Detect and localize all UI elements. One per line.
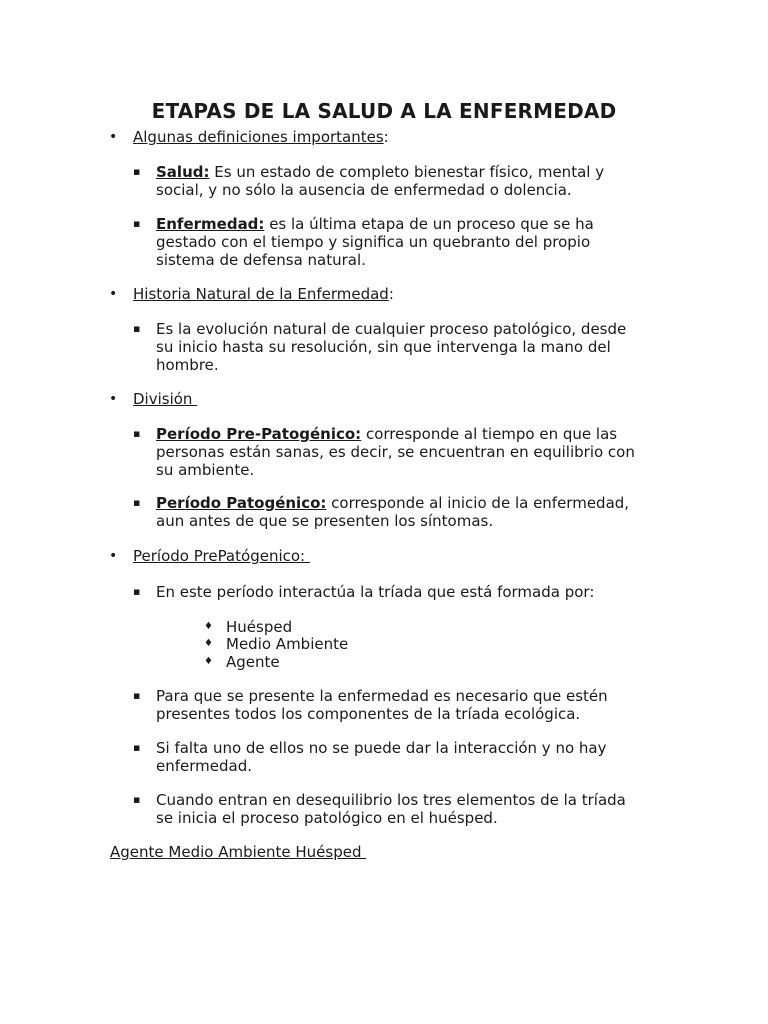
list-item-patogenico (133, 494, 656, 530)
section-heading: División (133, 390, 198, 408)
list-item-historia (109, 285, 733, 303)
square-bullet-icon: ▪ (133, 217, 141, 230)
triada-item: Agente (226, 653, 280, 671)
bullet-icon: • (109, 286, 118, 302)
list-item-huesped (204, 618, 626, 636)
term-salud: Salud: (156, 163, 210, 181)
list-item-division (109, 390, 733, 408)
term-pre-patogenico: Período Pre-Patogénico: (156, 425, 362, 443)
square-bullet-icon: ▪ (133, 322, 141, 335)
diamond-bullet-icon: ♦ (204, 638, 213, 649)
list-item-pre-patogenico (133, 425, 656, 479)
enfermedad-line-3: sistema de defensa natural. (156, 251, 366, 269)
square-bullet-icon: ▪ (133, 689, 141, 702)
square-bullet-icon: ▪ (133, 496, 141, 509)
pre-text: corresponde al tiempo en que las (361, 425, 618, 443)
bullet-icon: • (109, 548, 118, 564)
enfermedad-line-2: gestado con el tiempo y significa un quebranto del propio (156, 233, 591, 251)
historia-line-3: hombre. (156, 356, 219, 374)
historia-line-1: Es la evolución natural de cualquier proceso patológico, desde (156, 320, 627, 338)
bullet-icon: • (109, 391, 118, 407)
p3-line-1: Cuando entran en desequilibrio los tres elementos de la tríada (156, 791, 626, 809)
salud-line-1 (156, 163, 656, 181)
list-item-prepatogenico (109, 547, 733, 565)
list-item-p1 (133, 687, 656, 723)
section-heading: Historia Natural de la Enfermedad (133, 285, 389, 303)
square-bullet-icon: ▪ (133, 585, 141, 598)
pre-line-1 (156, 425, 656, 443)
pat-line-2: aun antes de que se presenten los síntomas. (156, 512, 494, 530)
p2-line-2: enfermedad. (156, 757, 252, 775)
term-enfermedad: Enfermedad: (156, 215, 265, 233)
square-bullet-icon: ▪ (133, 741, 141, 754)
salud-line-2: social, y no sólo la ausencia de enfermedad o dolencia. (156, 181, 572, 199)
list-item-medio-ambiente (204, 635, 626, 653)
section-heading: Período PrePatógenico: (133, 547, 310, 565)
list-item-enfermedad (133, 215, 656, 269)
list-item-p2 (133, 739, 656, 775)
pre-line-3: su ambiente. (156, 461, 255, 479)
triada-intro-text: En este período interactúa la tríada que está formada por: (156, 583, 595, 601)
list-item-p3 (133, 791, 656, 827)
square-bullet-icon: ▪ (133, 165, 141, 178)
list-item-triada-intro (133, 583, 656, 601)
historia-line-2: su inicio hasta su resolución, sin que intervenga la mano del (156, 338, 611, 356)
pat-text: corresponde al inicio de la enfermedad, (326, 494, 630, 512)
pat-line-1 (156, 494, 656, 512)
p1-line-2: presentes todos los componentes de la tríada ecológica. (156, 705, 581, 723)
heading-suffix: : (388, 285, 394, 303)
enfermedad-text: es la última etapa de un proceso que se ha (264, 215, 594, 233)
p2-line-1: Si falta uno de ellos no se puede dar la interacción y no hay (156, 739, 607, 757)
list-item-definiciones (109, 128, 733, 146)
term-patogenico: Período Patogénico: (156, 494, 327, 512)
enfermedad-line-1 (156, 215, 656, 233)
pre-line-2: personas están sanas, es decir, se encuentran en equilibrio con (156, 443, 635, 461)
diamond-bullet-icon: ♦ (204, 656, 213, 667)
document-title: ETAPAS DE LA SALUD A LA ENFERMEDAD (151, 99, 617, 123)
square-bullet-icon: ▪ (133, 427, 141, 440)
square-bullet-icon: ▪ (133, 793, 141, 806)
diamond-bullet-icon: ♦ (204, 621, 213, 632)
triada-item: Medio Ambiente (226, 635, 349, 653)
salud-text: Es un estado de completo bienestar físico, mental y (209, 163, 605, 181)
footer-triada-line: Agente Medio Ambiente Huésped (110, 843, 367, 861)
list-item-salud (133, 163, 656, 199)
p1-line-1: Para que se presente la enfermedad es necesario que estén (156, 687, 608, 705)
list-item-agente (204, 653, 626, 671)
heading-suffix: : (383, 128, 389, 146)
section-heading: Algunas definiciones importantes (133, 128, 384, 146)
p3-line-2: se inicia el proceso patológico en el huésped. (156, 809, 498, 827)
triada-item: Huésped (226, 618, 293, 636)
bullet-icon: • (109, 129, 118, 145)
list-item-historia-def (133, 320, 656, 374)
